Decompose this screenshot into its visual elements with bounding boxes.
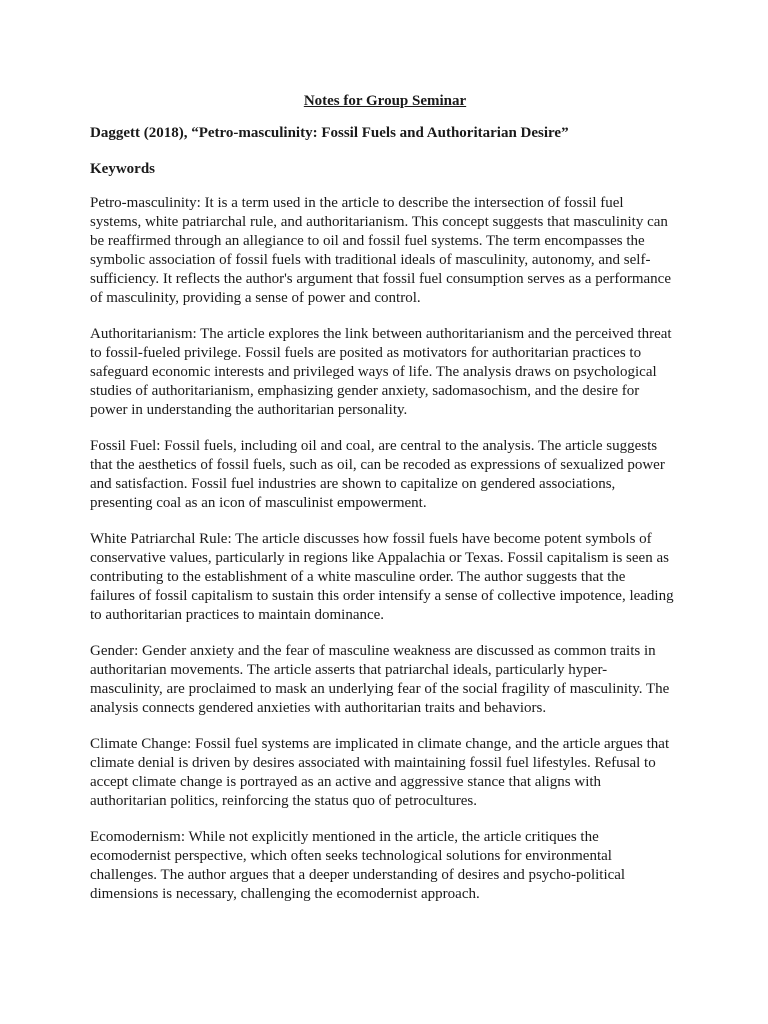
keyword-paragraph [90,194,680,308]
paragraph-line: to authoritarian practices to maintain dominance. [90,607,385,623]
paragraph-line: Petro-masculinity: It is a term used in the article to describe the intersection of fossil fuel [90,195,624,211]
paragraph-line: safeguard economic interests and privileged ways of life. The analysis draws on psychological [90,364,657,380]
keyword-paragraph [90,642,680,718]
paragraph-line: to fossil-fueled privilege. Fossil fuels are posited as motivators for authoritarian practices to [90,345,642,361]
keyword-paragraph [90,735,680,811]
paragraph-line: Ecomodernism: While not explicitly mentioned in the article, the article critiques the [90,829,599,845]
paragraph-line: systems, white patriarchal rule, and authoritarianism. This concept suggests that masculinity can [90,214,668,230]
paragraph-line: contributing to the establishment of a white masculine order. The author suggests that the [90,569,626,585]
paragraph-line: power in understanding the authoritarian personality. [90,402,408,418]
document-body [90,92,680,921]
paragraph-line: climate denial is driven by desires associated with maintaining fossil fuel lifestyles. Refusal to [90,755,656,771]
paragraph-line: White Patriarchal Rule: The article discusses how fossil fuels have become potent symbols of [90,531,652,547]
keyword-paragraphs [90,194,680,904]
paragraph-line: Climate Change: Fossil fuel systems are implicated in climate change, and the article argues that [90,736,670,752]
paragraph-line: Authoritarianism: The article explores the link between authoritarianism and the perceived threat [90,326,672,342]
paragraph-line: of masculinity, providing a sense of power and control. [90,290,421,306]
paragraph-line: accept climate change is portrayed as an active and aggressive stance that aligns with [90,774,602,790]
keyword-paragraph [90,530,680,625]
paragraph-line: and satisfaction. Fossil fuel industries are shown to capitalize on gendered associations, [90,476,616,492]
paragraph-line: symbolic association of fossil fuels with traditional ideals of masculinity, autonomy, and self- [90,252,651,268]
paragraph-line: sufficiency. It reflects the author's argument that fossil fuel consumption serves as a performance [90,271,671,287]
paragraph-line: ecomodernist perspective, which often seeks technological solutions for environmental [90,848,612,864]
article-citation: Daggett (2018), “Petro-masculinity: Fossil Fuels and Authoritarian Desire” [90,125,569,141]
paragraph-line: conservative values, particularly in regions like Appalachia or Texas. Fossil capitalism is seen as [90,550,669,566]
paragraph-line: failures of fossil capitalism to sustain this order intensify a sense of collective impotence, leading [90,588,674,604]
paragraph-line: dimensions is necessary, challenging the ecomodernist approach. [90,886,480,902]
keywords-heading: Keywords [90,161,155,177]
paragraph-line: be reaffirmed through an allegiance to oil and fossil fuel systems. The term encompasses the [90,233,645,249]
paragraph-line: masculinity, are proclaimed to mask an underlying fear of the social fragility of masculinity. The [90,681,670,697]
paragraph-line: Fossil Fuel: Fossil fuels, including oil and coal, are central to the analysis. The article suggests [90,438,658,454]
paragraph-line: analysis connects gendered anxieties with authoritarian traits and behaviors. [90,700,547,716]
paragraph-line: studies of authoritarianism, emphasizing gender anxiety, sadomasochism, and the desire for [90,383,640,399]
document-title: Notes for Group Seminar [303,93,467,109]
paragraph-line: Gender: Gender anxiety and the fear of masculine weakness are discussed as common traits in [90,643,656,659]
paragraph-line: challenges. The author argues that a deeper understanding of desires and psycho-political [90,867,626,883]
keyword-paragraph [90,437,680,513]
paragraph-line: authoritarian movements. The article asserts that patriarchal ideals, particularly hyper- [90,662,608,678]
paragraph-line: authoritarian politics, reinforcing the status quo of petrocultures. [90,793,477,809]
keyword-paragraph [90,325,680,420]
paragraph-line: presenting coal as an icon of masculinist empowerment. [90,495,427,511]
keyword-paragraph [90,828,680,904]
paragraph-line: that the aesthetics of fossil fuels, such as oil, can be recoded as expressions of sexualized power [90,457,665,473]
